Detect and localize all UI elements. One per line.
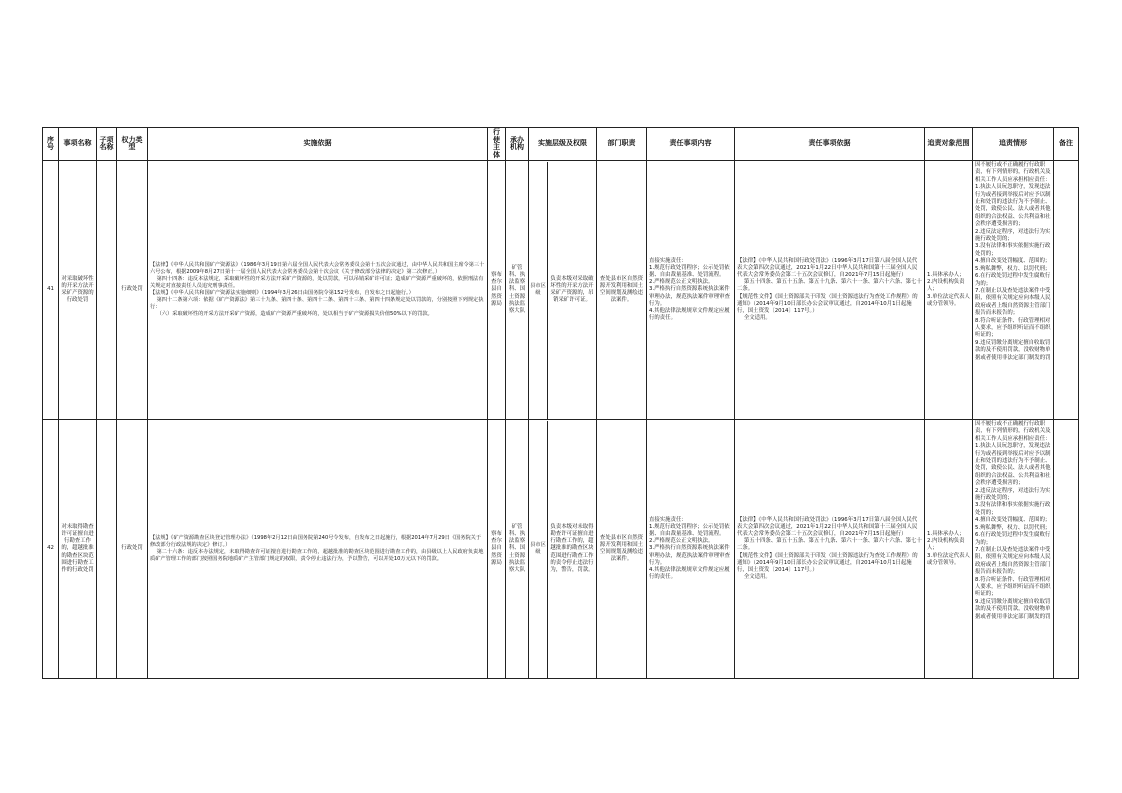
- table-row: [43, 420, 1079, 679]
- header-content: 责任事项内容: [647, 128, 735, 161]
- cell-pursue: [973, 420, 1054, 679]
- cell-duty: [597, 420, 647, 679]
- cell-subject: [488, 420, 506, 679]
- dept-text: 矿管科、执法监察科、国土资源执法监察大队: [508, 523, 526, 573]
- pursue-text: 因不履行或不正确履行行政职责，有下列情形的，行政机关及相关工作人员应承担相应责任： 1.执法人员玩忽职守，发现违法行为或者接到举报后对应予以制止和处罚的违法行为不予制止、处罚，致使公民、法人或者其他组织的合法权益、公共利益和社会秩序遭受损害的； 2.违反法定程序，对违法行为实施行政处罚的； 3.没有法律和事实依据实施行政处罚的； 4.擅自改变处罚幅度、范围的； 5.殉私舞弊，权力、以罚代刑； 6.在行政处罚过程中发生腐败行为的； 7.在制止以及查处违法案件中受阻，依照有关规定应向本级人民政府或者上级自然资源主管部门报告而未报告的； 8.符合听证条件、行政管理相对人要求，应予组织听证而不组织听证的； 9.违反罚缴分离规定擅自收取罚款的及不使用罚款，没收财物单据或者使用非法定部门制发的罚: [975, 162, 1051, 361]
- header-dept: 承办机构: [506, 128, 529, 161]
- header-name: 事项名称: [59, 128, 97, 161]
- cell-basis: [148, 161, 488, 420]
- header-subject: 行使主体: [488, 128, 506, 161]
- content-text: 直接实施责任： 1.规范行政处罚程序；公示处罚依据、自由裁量基准、处罚流程。 2.严格规范公正文明执法。 3.严格执行自然资源系统执法案件审理办法，规范执法案件审理审查行为。 4.其他法律法规规章文件规定应履行的责任。: [649, 516, 730, 581]
- table-header: [43, 128, 1079, 161]
- level-text: 县市区级: [530, 282, 546, 296]
- subject-text: 察布查尔县自然资源局: [491, 271, 502, 307]
- table-row: [43, 161, 1079, 420]
- header-level: 实施层级及权限: [529, 128, 597, 161]
- resp-basis-text: 【法律】《中华人民共和国行政处罚法》（1996年3月17日第八届全国人民代表大会第四次会议通过，2021年1月22日中华人民共和国第十三届全国人民代表大会常务委员会第二十五次会议修订，自2021年7月15日起施行） 第五十四条、第五十五条、第五十九条、第六十一条、第六十六条、第七十二条。 【规范性文件】《国土资源部关于印发〈国土资源违法行为查处工作规程〉的通知》（2014年9月10日部长办公会议审议通过，自2014年10月1日起施行，国土资发〔2014〕117号。） 全文适用。: [737, 516, 922, 581]
- category-text: 行政处罚: [121, 545, 143, 552]
- cell-resp-basis: [735, 420, 925, 679]
- header-row: [43, 128, 1079, 161]
- name-text: 对未取得勘查许可证擅自进行勘查工作的，超越批准的勘查区块范围进行勘查工作的行政处罚: [61, 523, 94, 573]
- cell-duty: [597, 161, 647, 420]
- level-note-text: 负责本级对未取得勘查许可证擅自进行勘查工作的，超越批准的勘查区块范围进行勘查工作的责令停止违法行为，警告，罚款。: [550, 523, 594, 573]
- basis-text: 【法规】《矿产资源勘查区块登记管理办法》（1998年2月12日由国务院第240号令发布，自发布之日起施行，根据2014年7月29日《国务院关于修改部分行政法规的决定》修订。） 第二十六条：违反本办法规定，未取得勘查许可证擅自进行勘查工作的，超越批准的勘查区块范围进行勘查工作的，由县级以上人民政府负责地质矿产管理工作的部门按照国务院地质矿产主管部门规定的权限，责令停止违法行为，予以警告，可以并处10万元以下的罚款。: [150, 534, 484, 563]
- cell-scope: [925, 161, 973, 420]
- resp-basis-text: 【法律】《中华人民共和国行政处罚法》（1996年3月17日第八届全国人民代表大会第四次会议通过，2021年1月22日中华人民共和国第十三届全国人民代表大会常务委员会第二十五次会议修订，自2021年7月15日起施行） 第五十四条、第五十五条、第五十九条、第六十一条、第六十六条、第七十二条。 【规范性文件】《国土资源部关于印发〈国土资源违法行为查处工作规程〉的通知》（2014年9月10日部长办公会议审议通过，自2014年10月1日起施行，国土资发〔2014〕117号。） 全文适用。: [737, 257, 922, 322]
- cell-subject: [488, 161, 506, 420]
- cell-basis: [148, 420, 488, 679]
- level-note-text: 负责本级对采取破坏性的开采方法开采矿产资源的，吊销采矿许可证。: [550, 275, 594, 304]
- header-seq: 序号: [43, 128, 59, 161]
- header-category: 权力类型: [117, 128, 148, 161]
- header-duty: 部门职责: [597, 128, 647, 161]
- cell-category: [117, 420, 148, 679]
- cell-content: [647, 420, 735, 679]
- cell-sub: [97, 420, 117, 679]
- cell-pursue: [973, 161, 1054, 420]
- cell-level: [529, 420, 597, 679]
- pursue-text: 因不履行或不正确履行行政职责，有下列情形的，行政机关及相关工作人员应承担相应责任： 1.执法人员玩忽职守，发现违法行为或者接到举报后对应予以制止和处罚的违法行为不予制止、处罚，致使公民、法人或者其他组织的合法权益、公共利益和社会秩序遭受损害的； 2.违反法定程序，对违法行为实施行政处罚的； 3.没有法律和事实依据实施行政处罚的； 4.擅自改变处罚幅度、范围的； 5.殉私舞弊，权力、以罚代刑； 6.在行政处罚过程中发生腐败行为的； 7.在制止以及查处违法案件中受阻，依照有关规定应向本级人民政府或者上级自然资源主管部门报告而未报告的； 8.符合听证条件、行政管理相对人要求，应予组织听证而不组织听证的； 9.违反罚缴分离规定擅自收取罚款的及不使用罚款，没收财物单据或者使用非法定部门制发的罚: [975, 421, 1051, 620]
- content-text: 直接实施责任： 1.规范行政处罚程序；公示处罚依据、自由裁量基准、处罚流程。 2.严格规范公正文明执法。 3.严格执行自然资源系统执法案件审理办法，规范执法案件审理审查行为。 4.其他法律法规规章文件规定应履行的责任。: [649, 257, 730, 322]
- category-text: 行政处罚: [121, 286, 143, 293]
- header-pursue: 追责情形: [973, 128, 1054, 161]
- cell-content: [647, 161, 735, 420]
- cell-seq: [43, 420, 59, 679]
- duty-text: 查处县市区自然资源开发利用和国土空间规划及测绘违法案件。: [599, 534, 644, 563]
- header-scope: 追责对象范围: [925, 128, 973, 161]
- header-remark: 备注: [1054, 128, 1079, 161]
- scope-text: 1.具体承办人； 2.内设机构负责人； 3.单位法定代表人或分管领导。: [927, 530, 970, 566]
- header-sub: 子项名称: [97, 128, 117, 161]
- cell-remark: [1054, 420, 1079, 679]
- cell-sub: [97, 161, 117, 420]
- cell-name: [59, 420, 97, 679]
- seq-text: 41: [47, 286, 54, 293]
- seq-text: 42: [47, 545, 54, 552]
- basis-text: 【法律】《中华人民共和国矿产资源法》（1986年3月19日第六届全国人民代表大会常务委员会第十五次会议通过，由中华人民共和国主席令第三十六号公布，根据2009年8月27日第十一届全国人民代表大会常务委员会第十次会议《关于修改部分法律的决定》第二次修正。） 第四十四条：违反本法规定，采取破坏性的开采方法开采矿产资源的，处以罚款，可以吊销采矿许可证；造成矿产资源严重破坏的，依照刑法有关规定对直接责任人员追究刑事责任。 【法规】《中华人民共和国矿产资源法实施细则》（1994年3月26日由国务院令第152号发布，自发布之日起施行。） 第四十二条第六项：依据《矿产资源法》第三十九条、第四十条、第四十二条、第四十三条、第四十四条规定处以罚款的，分别按照下列规定执行： （六）采取破坏性的开采方法开采矿产资源，造成矿产资源严重破坏的，处以相当于矿产资源损失价值50%以下的罚款。: [150, 261, 485, 318]
- cell-scope: [925, 420, 973, 679]
- table-body: [43, 161, 1079, 679]
- cell-dept: [506, 420, 529, 679]
- cell-level: [529, 161, 597, 420]
- cell-dept: [506, 161, 529, 420]
- header-basis: 实施依据: [148, 128, 488, 161]
- header-resp-basis: 责任事项依据: [735, 128, 925, 161]
- cell-category: [117, 161, 148, 420]
- cell-seq: [43, 161, 59, 420]
- dept-text: 矿管科、执法监察科、国土资源执法监察大队: [508, 264, 526, 314]
- level-text: 县市区级: [530, 541, 546, 555]
- cell-remark: [1054, 161, 1079, 420]
- name-text: 对采取破坏性的开采方法开采矿产资源的行政处罚: [61, 275, 94, 304]
- responsibility-table: [42, 127, 1079, 679]
- scope-text: 1.具体承办人； 2.内设机构负责人； 3.单位法定代表人或分管领导。: [927, 271, 970, 307]
- cell-resp-basis: [735, 161, 925, 420]
- subject-text: 察布查尔县自然资源局: [491, 530, 502, 566]
- duty-text: 查处县市区自然资源开发利用和国土空间规划及测绘违法案件。: [599, 275, 644, 304]
- cell-name: [59, 161, 97, 420]
